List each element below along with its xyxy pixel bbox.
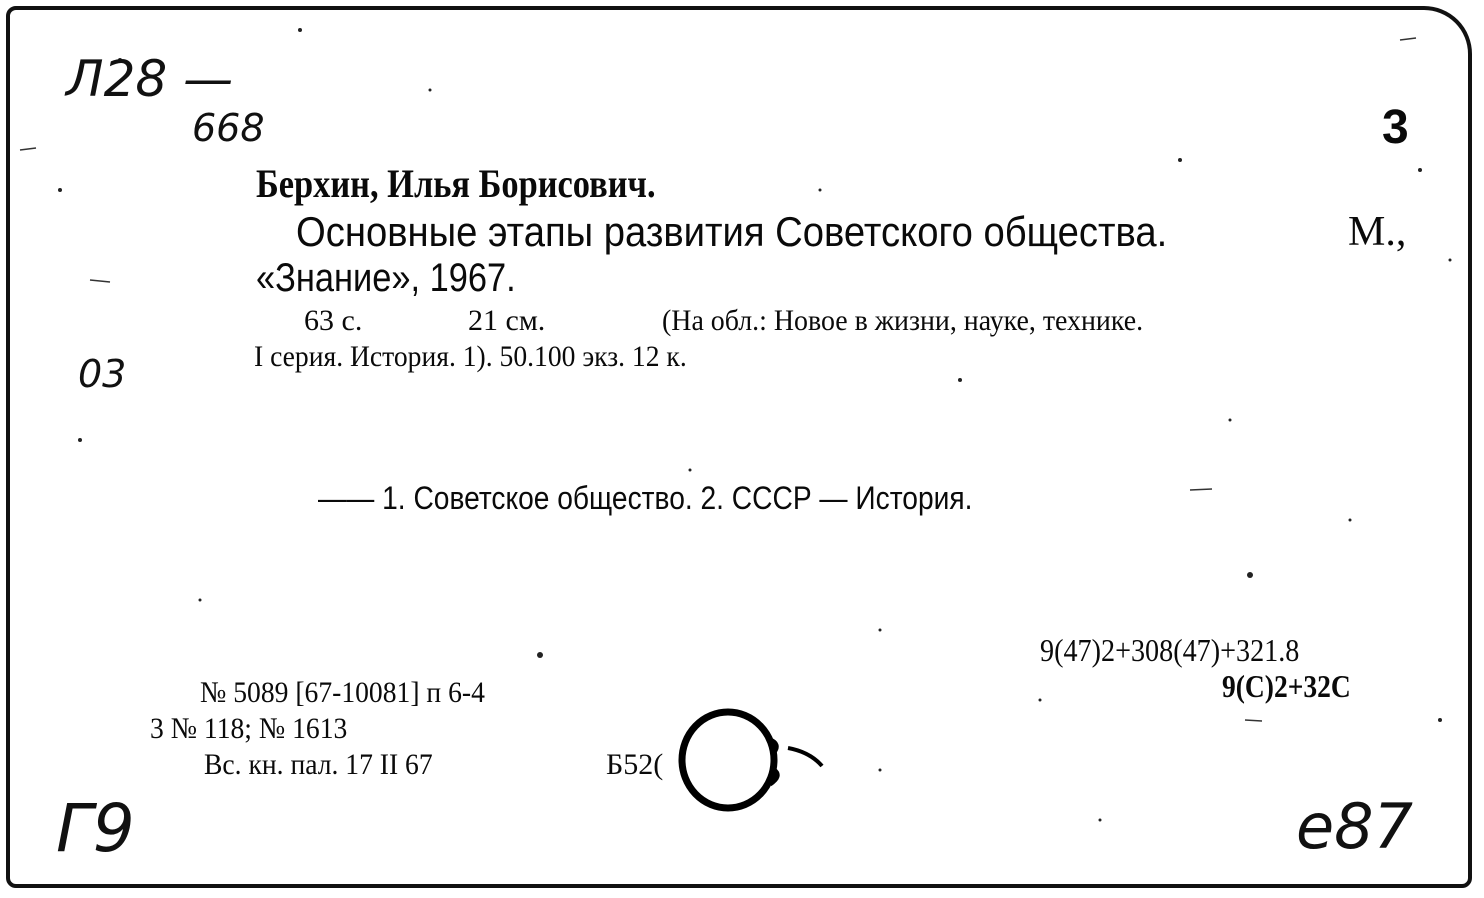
book-size: 21 см. (468, 304, 546, 337)
registry-line-2 (150, 712, 364, 746)
registry-line-1 (200, 676, 510, 710)
registry-line-3 (204, 748, 453, 782)
handwritten-mark-03: 03 (78, 352, 127, 396)
handwritten-call-number: Л28 — (66, 50, 234, 108)
card-number: 3 (1382, 101, 1409, 154)
author-heading (256, 160, 721, 207)
subject-line (318, 480, 1062, 517)
handwritten-mark-bottom-right: е87 (1296, 790, 1414, 863)
registry-refs: 3 № 118; № 1613 (150, 712, 348, 745)
handwritten-number: 668 (192, 106, 265, 150)
registry-chamber-date: Вс. кн. пал. 17 II 67 (204, 748, 433, 781)
classification-index-1: 9(47)2+308(47)+321.8 (1040, 632, 1300, 668)
series-line (662, 304, 1179, 338)
classification-index-2: 9(С)2+32С (1222, 668, 1351, 704)
registry-number: № 5089 [67-10081] п 6-4 (200, 676, 485, 709)
classification-line-2 (1222, 668, 1372, 705)
pages: 63 с. (304, 304, 363, 337)
publisher: «Знание», 1967. (256, 256, 516, 300)
subject-headings: —— 1. Советское общество. 2. СССР — История. (318, 480, 973, 516)
punch-hole-icon (670, 700, 850, 830)
series-note: (На обл.: Новое в жизни, науке, технике. (662, 304, 1144, 337)
series-continuation: I серия. История. 1). 50.100 экз. 12 к. (254, 340, 687, 373)
series-line-2 (254, 340, 724, 374)
book-title: Основные этапы развития Советского общества. (296, 208, 1168, 255)
title-line (296, 208, 1253, 256)
handwritten-mark-bottom-left: Г9 (56, 790, 135, 867)
classification-line-1 (1040, 632, 1335, 669)
publisher-line (256, 256, 558, 301)
publication-place: М., (1348, 209, 1407, 255)
registry-code: Б52( (606, 748, 664, 781)
author-name: Берхин, Илья Борисович. (256, 161, 656, 206)
